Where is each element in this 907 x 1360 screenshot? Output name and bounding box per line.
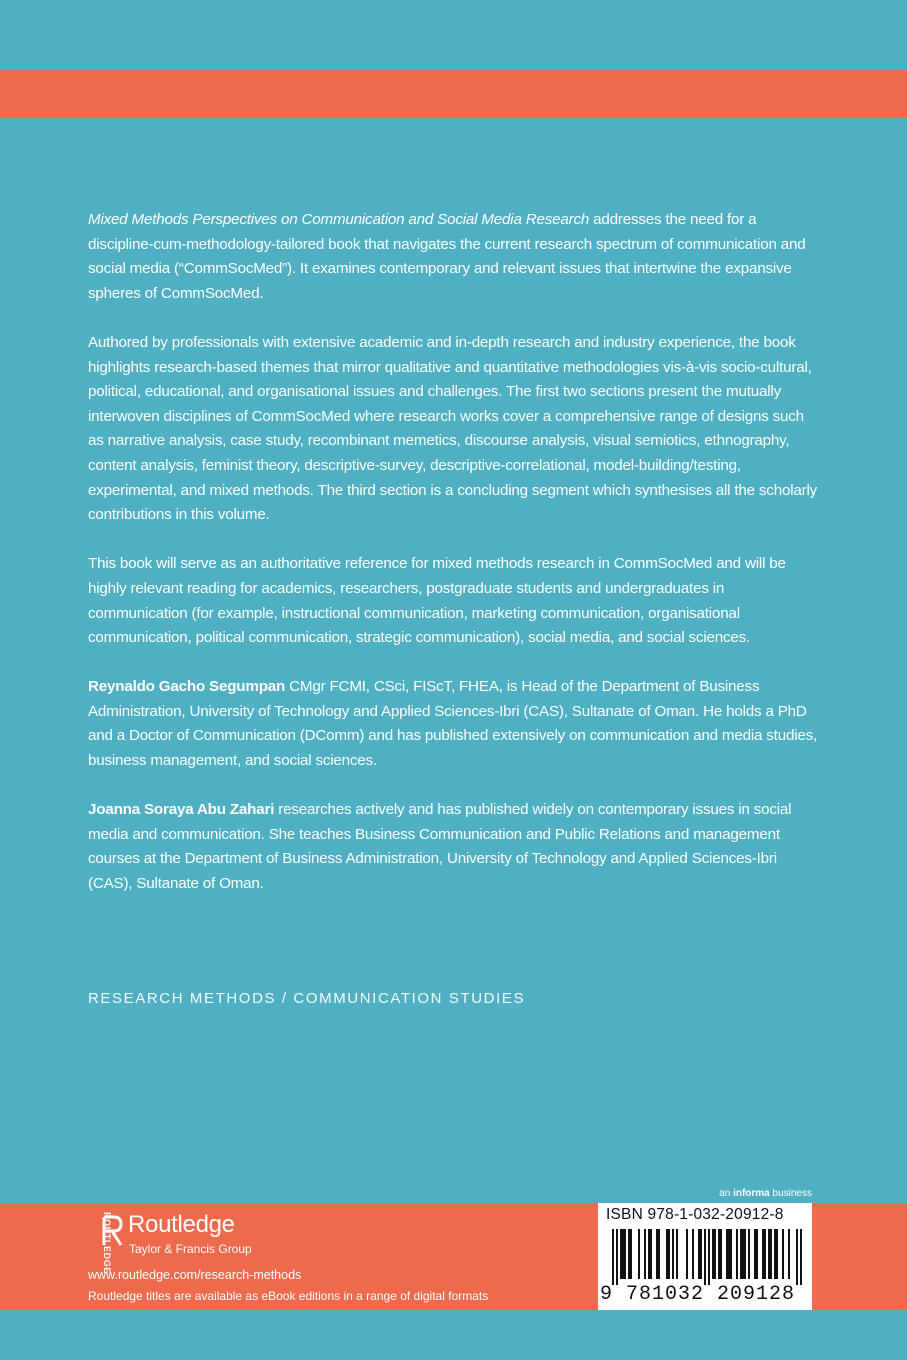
barcode-bar	[620, 1229, 622, 1279]
barcode-bar	[728, 1229, 730, 1279]
barcode-bar	[762, 1229, 764, 1279]
barcode-bar	[754, 1229, 756, 1279]
book-title-italic: Mixed Methods Perspectives on Communication and Social Media Research	[88, 211, 590, 228]
barcode-bar	[712, 1229, 714, 1279]
barcode-bar	[708, 1229, 710, 1285]
barcode-bar	[764, 1229, 766, 1279]
barcode-bar	[612, 1229, 614, 1285]
barcode-bar	[656, 1229, 658, 1279]
ean-digits: 9 781032 209128	[600, 1283, 796, 1306]
author-bio-1: Reynaldo Gacho Segumpan CMgr FCMI, CSci, FIScT, FHEA, is Head of the Department of Business Administration, University of Technology and Applied Sciences-Ibri (CAS), Sultanate of Oman. He holds a PhD and a Doctor of Communication (DComm) and has published extensively on communication and media studies, business management, and social sciences.	[88, 678, 818, 770]
barcode-bar	[630, 1229, 632, 1279]
description-paragraph-1: Mixed Methods Perspectives on Communication and Social Media Research addresses the need for a discipline-cum-methodology-tailored book that navigates the current research spectrum of communication and social media (“CommSocMed”). It examines contemporary and relevant issues that intertwine the expansive spheres of CommSocMed.	[88, 211, 806, 302]
publisher-group: Taylor & Francis Group	[129, 1242, 252, 1256]
barcode-bar	[776, 1229, 778, 1279]
description-paragraph-2: Authored by professionals with extensive academic and in-depth research and industry experience, the book highlights research-based themes that mirror qualitative and quantitative methodologies vis-à-vis socio-cultural, political, educational, and organisational issues and challenges. The first two sections present the mutually interwoven disciplines of CommSocMed where research works cover a comprehensive range of designs such as narrative analysis, case study, recombinant memetics, discourse analysis, visual semiotics, ethnography, content analysis, feminist theory, descriptive-survey, descriptive-correlational, model-building/testing, experimental, and mixed methods. The third section is a concluding segment which synthesises all the scholarly contributions in this volume.	[88, 333, 818, 524]
barcode-bar	[740, 1229, 742, 1279]
barcode-bar	[774, 1229, 776, 1279]
barcode-bar	[770, 1229, 772, 1279]
barcode-bar	[782, 1229, 784, 1279]
barcode-bar	[676, 1229, 678, 1279]
barcode-bar	[744, 1229, 746, 1279]
ean-barcode	[608, 1229, 804, 1285]
barcode-bar	[730, 1229, 732, 1279]
barcode-bar	[742, 1229, 744, 1279]
barcode-bar	[666, 1229, 668, 1279]
barcode-bar	[638, 1229, 640, 1279]
description-paragraph-3: This book will serve as an authoritative reference for mixed methods research in CommSocMed and will be highly relevant reading for academics, researchers, postgraduate students and undergraduates in communication (for example, instructional communication, marketing communication, organisational communication, political communication, strategic communication), social media, and social sciences.	[88, 555, 786, 647]
barcode-bar	[692, 1229, 694, 1279]
barcode-bar	[788, 1229, 790, 1279]
author-name-2: Joanna Soraya Abu Zahari	[88, 801, 275, 819]
barcode-bar	[756, 1229, 758, 1279]
barcode-bar	[736, 1229, 738, 1279]
barcode-bar	[718, 1229, 720, 1279]
barcode-bar	[720, 1229, 722, 1279]
barcode-bar	[622, 1229, 624, 1279]
barcode-bar	[628, 1229, 630, 1279]
publisher-url: www.routledge.com/research-methods	[88, 1268, 302, 1282]
barcode-bar	[624, 1229, 626, 1279]
barcode-bar	[748, 1229, 750, 1279]
informa-tagline: an informa business	[719, 1188, 812, 1199]
barcode-bar	[714, 1229, 716, 1279]
routledge-vertical-wordmark: ROUTLEDGE	[102, 1212, 112, 1274]
barcode-bar	[650, 1229, 652, 1279]
barcode-bar	[686, 1229, 688, 1279]
barcode-bar	[644, 1229, 646, 1279]
barcode-bar	[668, 1229, 670, 1279]
barcode-bar	[796, 1229, 798, 1285]
barcode-bar	[698, 1229, 700, 1279]
author-bio-2: Joanna Soraya Abu Zahari researches actively and has published widely on contemporary issues in social media and communication. She teaches Business Communication and Public Relations and management courses at the Department of Business Administration, University of Technology and Applied Sciences-Ibri (CAS), Sultanate of Oman.	[88, 801, 792, 893]
isbn-label: ISBN 978-1-032-20912-8	[606, 1206, 784, 1223]
barcode-bar	[704, 1229, 706, 1285]
ebook-note: Routledge titles are available as eBook editions in a range of digital formats	[88, 1289, 489, 1303]
publisher-name: Routledge	[128, 1211, 235, 1238]
barcode-bar	[672, 1229, 674, 1279]
barcode-bar	[700, 1229, 702, 1279]
top-accent-band	[0, 70, 907, 118]
barcode-bar	[658, 1229, 660, 1279]
subject-category: RESEARCH METHODS / COMMUNICATION STUDIES	[88, 990, 526, 1007]
barcode-bar	[768, 1229, 770, 1279]
author-name-1: Reynaldo Gacho Segumpan	[88, 678, 286, 696]
back-cover-copy	[88, 208, 823, 921]
barcode-bar	[800, 1229, 802, 1285]
routledge-r-logo-icon	[102, 1215, 124, 1247]
barcode-bar	[648, 1229, 650, 1279]
barcode-bar	[616, 1229, 618, 1285]
barcode-bar	[726, 1229, 728, 1279]
isbn-barcode-block	[598, 1203, 812, 1310]
